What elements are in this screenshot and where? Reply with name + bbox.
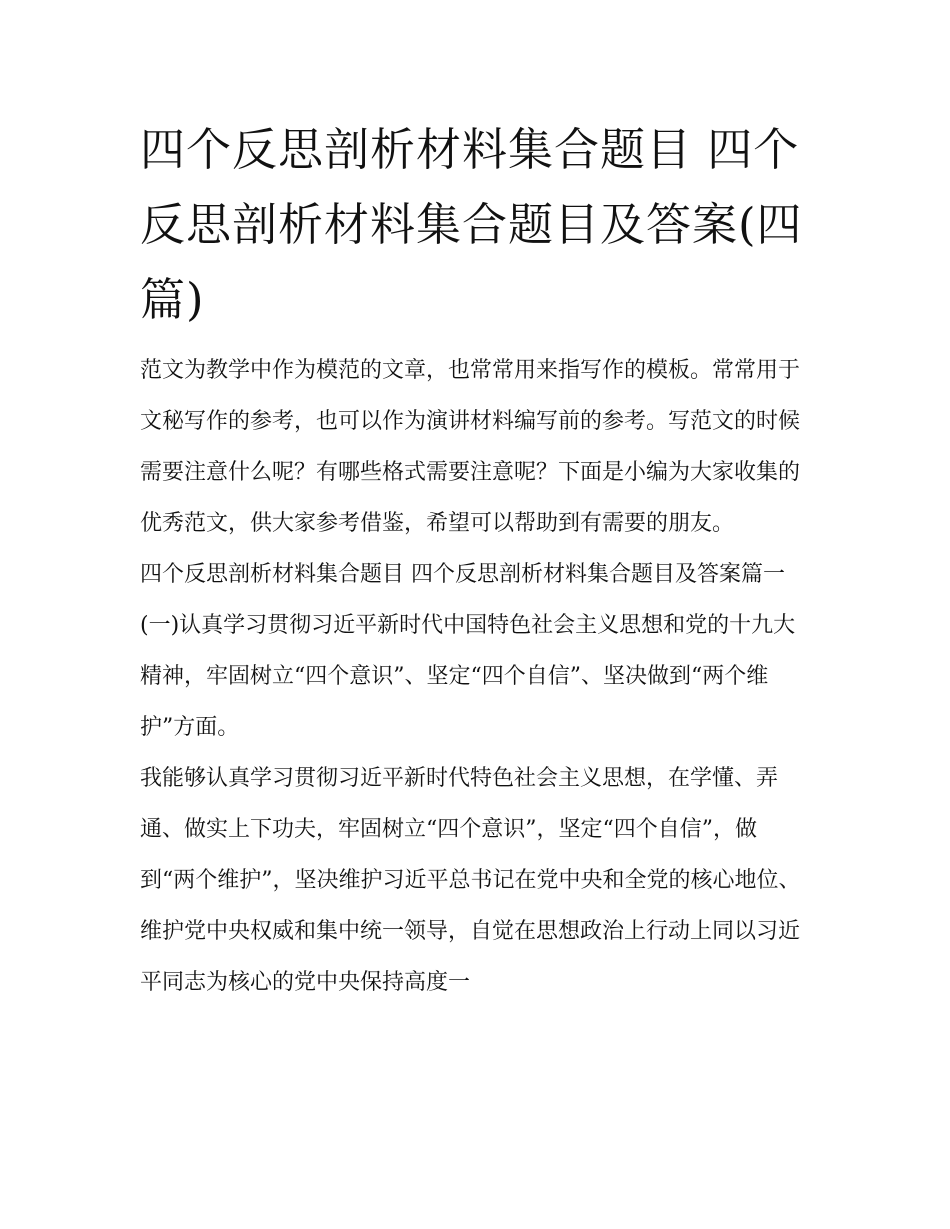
section-item-heading: (一)认真学习贯彻习近平新时代中国特色社会主义思想和党的十九大精神，牢固树立“四个意识”、坚定“四个自信”、坚决做到“两个维护”方面。 — [140, 613, 796, 740]
body-paragraph: 我能够认真学习贯彻习近平新时代特色社会主义思想，在学懂、弄通、做实上下功夫，牢固树立“四个意识”，坚定“四个自信”，做到“两个维护”，坚决维护习近平总书记在党中央和全党的核心地位、维护党中央权威和集中统一领导，自觉在思想政治上行动上同以习近平同志为核心的党中央保持高度一 — [140, 766, 801, 995]
document-title: 四个反思剖析材料集合题目 四个反思剖析材料集合题目及答案(四篇) — [140, 123, 803, 326]
section-heading: 四个反思剖析材料集合题目 四个反思剖析材料集合题目及答案篇一 — [140, 562, 785, 587]
intro-paragraph: 范文为教学中作为模范的文章，也常常用来指写作的模板。常常用于文秘写作的参考，也可以作为演讲材料编写前的参考。写范文的时候需要注意什么呢？有哪些格式需要注意呢？下面是小编为大家收集的优秀范文，供大家参考借鉴，希望可以帮助到有需要的朋友。 — [140, 358, 801, 536]
document-body — [140, 112, 812, 1008]
